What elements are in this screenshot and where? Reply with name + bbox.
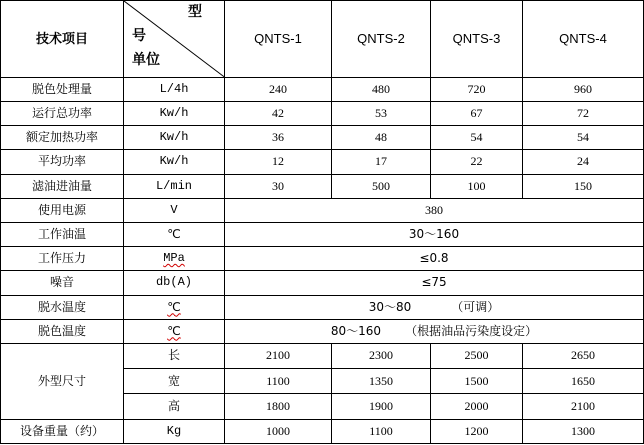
table-row	[1, 271, 644, 295]
row-label: 脱色温度	[1, 319, 124, 343]
row-label: 平均功率	[1, 150, 124, 174]
table-row	[1, 419, 644, 443]
row-value: 30	[225, 174, 332, 198]
table-row	[1, 77, 644, 101]
header-model: QNTS-4	[523, 1, 644, 78]
row-value: 1100	[225, 369, 332, 394]
row-value: 72	[523, 101, 644, 125]
shared-remark: （根据油品污染度设定）	[405, 323, 538, 338]
row-label: 使用电源	[1, 198, 124, 222]
header-model: QNTS-3	[431, 1, 523, 78]
shared-value: 30～160	[408, 226, 460, 241]
table-row	[1, 198, 644, 222]
row-unit	[124, 295, 225, 319]
row-label: 脱水温度	[1, 295, 124, 319]
row-unit: V	[124, 198, 225, 222]
table-row	[1, 126, 644, 150]
row-value: 1900	[332, 394, 431, 419]
row-value: 48	[332, 126, 431, 150]
table-row	[1, 247, 644, 271]
table-row	[1, 295, 644, 319]
shared-value: 80～160	[330, 323, 382, 338]
table-row	[1, 222, 644, 246]
row-unit: 宽	[124, 369, 225, 394]
row-value: 480	[332, 77, 431, 101]
row-unit: L/4h	[124, 77, 225, 101]
table-row	[1, 319, 644, 343]
row-value: 22	[431, 150, 523, 174]
row-value: 500	[332, 174, 431, 198]
header-model: QNTS-2	[332, 1, 431, 78]
row-value: 53	[332, 101, 431, 125]
row-label: 噪音	[1, 271, 124, 295]
row-value: 2500	[431, 343, 523, 368]
row-value: 2000	[431, 394, 523, 419]
header-row	[1, 1, 644, 78]
row-unit: Kg	[124, 419, 225, 443]
row-value: 1350	[332, 369, 431, 394]
header-diagonal-cell	[124, 1, 225, 78]
row-value: 240	[225, 77, 332, 101]
row-unit: Kw/h	[124, 101, 225, 125]
row-unit: L/min	[124, 174, 225, 198]
row-value: 1800	[225, 394, 332, 419]
table-row	[1, 174, 644, 198]
row-shared-value	[225, 295, 644, 319]
row-value: 24	[523, 150, 644, 174]
header-model-label: 型	[188, 4, 202, 20]
row-shared-value	[225, 247, 644, 271]
row-value: 1500	[431, 369, 523, 394]
row-unit	[124, 247, 225, 271]
row-label: 工作压力	[1, 247, 124, 271]
row-unit: db(A)	[124, 271, 225, 295]
header-number-label: 号	[132, 28, 146, 44]
row-value: 150	[523, 174, 644, 198]
table-row	[1, 101, 644, 125]
shared-value: 380	[425, 202, 443, 217]
unit-text: ℃	[167, 299, 181, 314]
row-value: 1100	[332, 419, 431, 443]
shared-value: ≤0.8	[419, 251, 449, 266]
row-value: 36	[225, 126, 332, 150]
row-label: 工作油温	[1, 222, 124, 246]
shared-value: ≤75	[421, 275, 447, 290]
row-value: 960	[523, 77, 644, 101]
row-value: 42	[225, 101, 332, 125]
row-value: 1200	[431, 419, 523, 443]
header-item: 技术项目	[1, 1, 124, 78]
row-unit: Kw/h	[124, 150, 225, 174]
unit-text: MPa	[163, 251, 185, 266]
row-label: 运行总功率	[1, 101, 124, 125]
row-value: 1300	[523, 419, 644, 443]
shared-remark: （可调）	[451, 299, 500, 314]
row-shared-value	[225, 271, 644, 295]
row-value: 17	[332, 150, 431, 174]
shared-value: 30～80	[368, 299, 412, 314]
row-label: 滤油进油量	[1, 174, 124, 198]
row-unit: ℃	[124, 222, 225, 246]
row-shared-value	[225, 319, 644, 343]
row-shared-value	[225, 198, 644, 222]
row-unit: 长	[124, 343, 225, 368]
row-value: 12	[225, 150, 332, 174]
row-value: 2100	[225, 343, 332, 368]
dimensions-label: 外型尺寸	[1, 343, 124, 419]
row-shared-value	[225, 222, 644, 246]
row-unit	[124, 319, 225, 343]
row-unit: 高	[124, 394, 225, 419]
row-value: 2650	[523, 343, 644, 368]
row-value: 67	[431, 101, 523, 125]
row-value: 720	[431, 77, 523, 101]
table-row	[1, 343, 644, 368]
row-unit: Kw/h	[124, 126, 225, 150]
header-model: QNTS-1	[225, 1, 332, 78]
table-row	[1, 150, 644, 174]
row-value: 54	[523, 126, 644, 150]
unit-text: ℃	[167, 323, 181, 338]
row-value: 1000	[225, 419, 332, 443]
header-unit-label: 单位	[132, 52, 160, 68]
row-label: 脱色处理量	[1, 77, 124, 101]
row-value: 100	[431, 174, 523, 198]
row-value: 2300	[332, 343, 431, 368]
row-value: 54	[431, 126, 523, 150]
row-label: 设备重量（约）	[1, 419, 124, 443]
row-label: 额定加热功率	[1, 126, 124, 150]
row-value: 2100	[523, 394, 644, 419]
row-value: 1650	[523, 369, 644, 394]
